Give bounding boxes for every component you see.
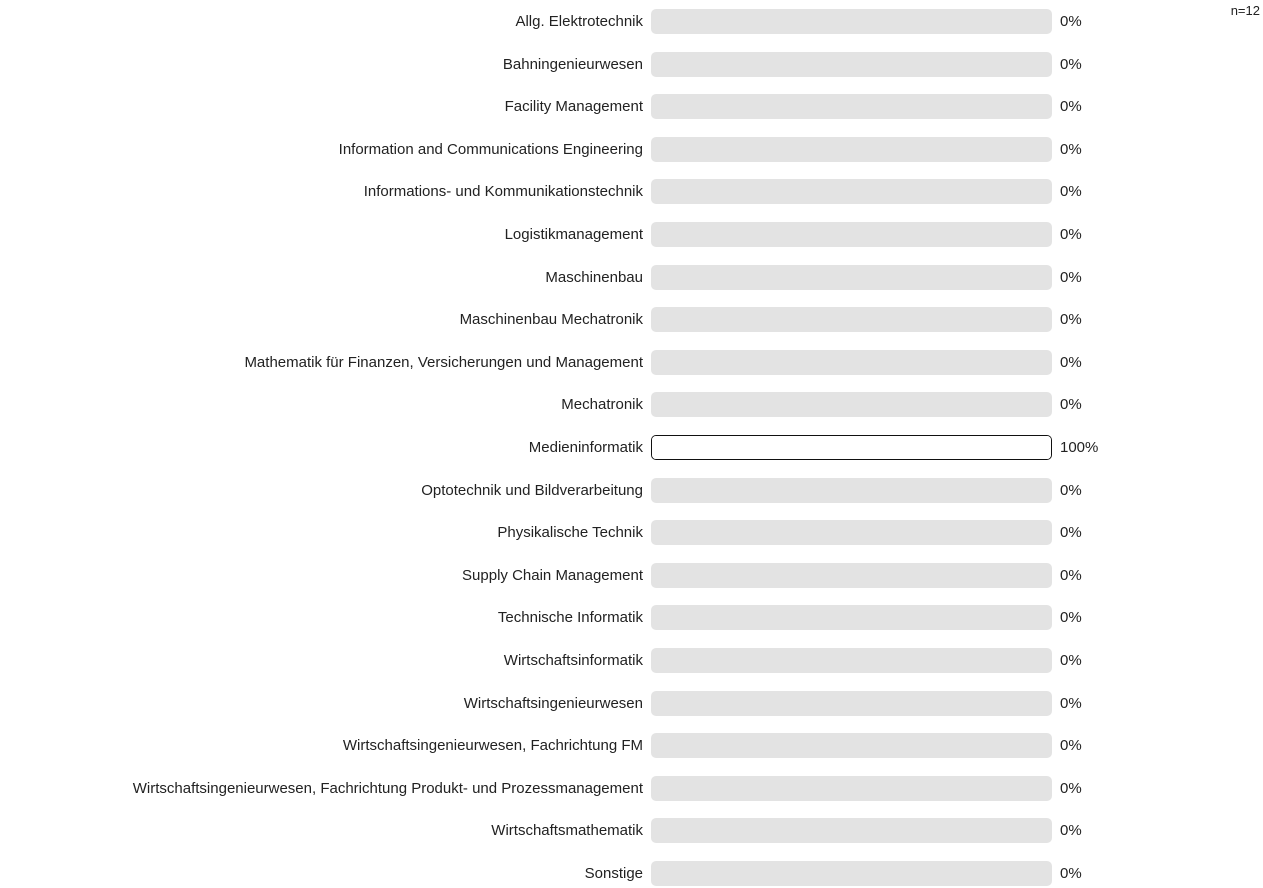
category-label: Facility Management [504,98,643,116]
bar-row [0,519,1263,547]
category-label: Maschinenbau Mechatronik [459,311,643,329]
bar-row [0,562,1263,590]
bar-track [651,9,1052,34]
bar-track [651,265,1052,290]
bar-track [651,563,1052,588]
value-label: 0% [1060,140,1082,158]
bar-row [0,690,1263,718]
bar-track [651,605,1052,630]
category-label: Information and Communications Engineering [338,140,643,158]
bar-row [0,647,1263,675]
value-label: 0% [1060,268,1082,286]
bar-row [0,349,1263,377]
bar-track [651,179,1052,204]
bar-row [0,178,1263,206]
category-label: Informations- und Kommunikationstechnik [363,183,643,201]
value-label: 0% [1060,98,1082,116]
bar-row [0,306,1263,334]
value-label: 0% [1060,13,1082,30]
value-label: 0% [1060,353,1082,371]
category-label: Maschinenbau [545,268,643,286]
bar-track [651,733,1052,758]
bar-row [0,51,1263,79]
bar-row [0,860,1263,888]
bar-row [0,732,1263,760]
category-label: Allg. Elektrotechnik [515,13,643,30]
bar-track [651,392,1052,417]
category-label: Wirtschaftsinformatik [503,652,643,669]
category-label: Mathematik für Finanzen, Versicherungen und Management [244,353,643,371]
category-label: Mechatronik [561,396,643,414]
category-label: Wirtschaftsingenieurwesen [463,694,643,712]
bar-track [651,776,1052,801]
bar-row [0,775,1263,803]
bar-track [651,435,1052,460]
value-label: 0% [1060,183,1082,201]
value-label: 0% [1060,524,1082,542]
bar-row [0,391,1263,419]
bar-track [651,52,1052,77]
bar-row [0,8,1263,36]
category-label: Wirtschaftsmathematik [491,822,643,840]
category-label: Medieninformatik [528,439,643,456]
bar-row [0,604,1263,632]
bar [652,436,1052,459]
bar-track [651,691,1052,716]
bar-track [651,222,1052,247]
value-label: 0% [1060,226,1082,243]
bar-track [651,137,1052,162]
sample-size-label: n=12 [1230,3,1260,18]
value-label: 0% [1060,566,1082,584]
category-label: Supply Chain Management [462,566,643,584]
bar-row [0,477,1263,505]
category-label: Logistikmanagement [504,226,643,243]
value-label: 0% [1060,55,1082,73]
category-label: Optotechnik und Bildverarbeitung [421,481,643,499]
value-label: 0% [1060,652,1082,669]
bar-row [0,434,1263,462]
bar-track [651,350,1052,375]
bar-track [651,818,1052,843]
value-label: 0% [1060,822,1082,840]
bar-track [651,648,1052,673]
value-label: 100% [1060,439,1099,456]
bar-track [651,307,1052,332]
value-label: 0% [1060,396,1082,414]
category-label: Wirtschaftsingenieurwesen, Fachrichtung FM [342,737,643,755]
category-label: Wirtschaftsingenieurwesen, Fachrichtung Produkt- und Prozessmanagement [132,779,643,797]
category-label: Bahningenieurwesen [502,55,643,73]
category-label: Sonstige [584,865,643,882]
bar-track [651,94,1052,119]
bar-row [0,817,1263,845]
bar-track [651,478,1052,503]
bar-row [0,221,1263,249]
bar-track [651,861,1052,886]
value-label: 0% [1060,609,1082,627]
category-label: Technische Informatik [497,609,643,627]
value-label: 0% [1060,737,1082,755]
value-label: 0% [1060,694,1082,712]
value-label: 0% [1060,311,1082,329]
bar-row [0,264,1263,292]
bar-row [0,136,1263,164]
value-label: 0% [1060,865,1082,882]
value-label: 0% [1060,481,1082,499]
bar-track [651,520,1052,545]
value-label: 0% [1060,779,1082,797]
category-label: Physikalische Technik [497,524,643,542]
bar-row [0,93,1263,121]
